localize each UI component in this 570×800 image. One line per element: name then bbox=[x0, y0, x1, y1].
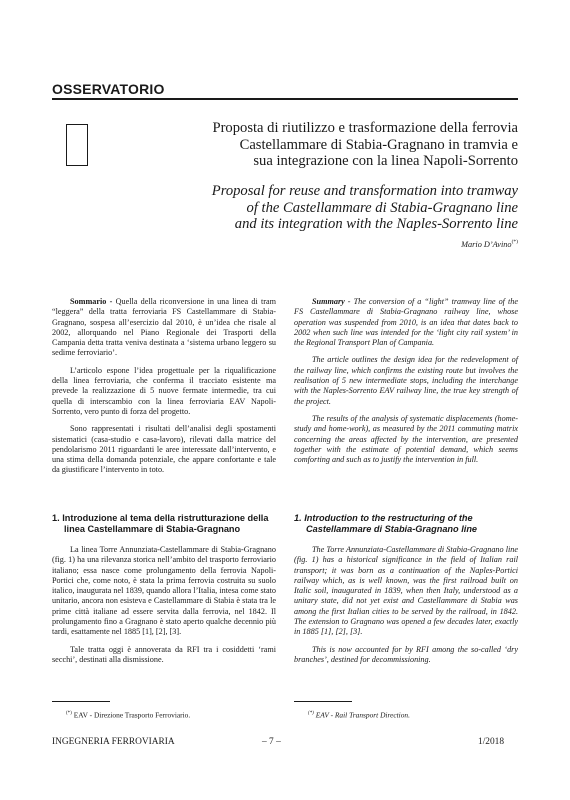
title-english-line: of the Castellammare di Stabia-Gragnano line bbox=[246, 199, 518, 216]
footnote-mark: (*) bbox=[66, 711, 72, 716]
footnote-rule bbox=[294, 701, 352, 702]
body-paragraph: Tale tratta oggi è annoverata da RFI tra i cosiddetti ‘rami secchi’, destinati alla dismissione. bbox=[52, 644, 276, 664]
abstract-paragraph bbox=[52, 297, 276, 359]
title-box-ornament bbox=[66, 124, 88, 166]
footer-page-number: – 7 – bbox=[262, 737, 281, 747]
abstract-lead: Sommario - bbox=[70, 297, 113, 306]
header-rule bbox=[52, 98, 518, 100]
abstract-paragraph bbox=[294, 297, 518, 348]
author-footnote-mark: (*) bbox=[511, 239, 518, 245]
body-paragraph: This is now accounted for by RFI among the so-called ‘dry branches’, destined for decommissioning. bbox=[294, 644, 518, 664]
abstract-text: Quella della riconversione in una linea di tram “leggera” della tratta ferroviaria FS Castellammare di Stabia-Gragnano, sospesa all’esercizio dal 2010, è un’idea che risale al 2002, allorquando nel Piano Regionale dei Trasporti della Campania detta tratta veniva destinata a ‘sistema urbano leggero su sedime ferroviario’. bbox=[52, 297, 276, 358]
footnote-text: EAV - Direzione Trasporto Ferroviario. bbox=[73, 710, 191, 720]
footnote-english bbox=[308, 709, 410, 719]
footer-journal: INGEGNERIA FERROVIARIA bbox=[52, 737, 175, 747]
abstract-english bbox=[294, 297, 518, 472]
author-name: Mario D’Avino bbox=[461, 239, 512, 249]
body-paragraph: The Torre Annunziata-Castellammare di Stabia-Gragnano line (fig. 1) has a historical significance in the field of Italian rail transport; it was born as a continuation of the Naples-Portici railway which, as is well known, was the first railroad built on Italic soil, inaugurated in 1839, when then Italy, understood as a unitary state, did not yet exist and Castellammare di Stabia was among the first Italian cities to be served by the railroad, in 1842. The extension to Gragnano was opened a few decades later, exactly in 1885 [1], [2], [3]. bbox=[294, 545, 518, 637]
author bbox=[300, 239, 518, 249]
footnote-mark: (*) bbox=[308, 711, 314, 716]
footnote-italian bbox=[66, 709, 190, 719]
title-italian-line: Castellammare di Stabia-Gragnano in tramvia e bbox=[239, 136, 518, 153]
footnote-text: EAV - Rail Transport Direction. bbox=[315, 710, 410, 720]
abstract-text: The conversion of a “light” tramway line of the FS Castellammare di Stabia-Gragnano railway line, whose operation was suspended from 2010, is an idea that dates back to 2002 when such line was intended for the ‘light city rail system’ in the Regional Transport Plan of Campania. bbox=[294, 297, 518, 348]
footnote-rule bbox=[52, 701, 110, 702]
abstract-paragraph: Sono rappresentati i risultati dell’analisi degli spostamenti sistematici (casa-studio e casa-lavoro), rilevati dalla matrice del pendolarismo 2011 riguardanti le aree interessate dall’intervento, e una stima della domanda potenziale, che appare confortante e tale da giustificare l’intervento in toto. bbox=[52, 424, 276, 475]
abstract-italian bbox=[52, 297, 276, 483]
title-english-line: and its integration with the Naples-Sorrento line bbox=[234, 216, 518, 232]
title-italian bbox=[110, 120, 518, 170]
body-paragraph: La linea Torre Annunziata-Castellammare di Stabia-Gragnano (fig. 1) ha una rilevanza storica nell’ambito del trasporto ferroviario italiano; essa nasce come prolungamento della ferrovia Napoli-Portici che, come noto, è stata la prima ferrovia costruita su suolo italico, inaugurata nel 1839, quando allora l’Italia, intesa come stato unitario, ancora non esisteva e Castellammare di Stabia è stata tra le prime città italiane ad essere servita dalla ferrovia, nel 1842. Il prolungamento fino a Gragnano è stato aperto qualche decennio più tardi, esattamente nel 1885 [1], [2], [3]. bbox=[52, 545, 276, 637]
abstract-lead: Summary - bbox=[312, 297, 351, 306]
section1-italian bbox=[52, 513, 276, 672]
title-english bbox=[110, 183, 518, 233]
section-heading: 1. Introduzione al tema della ristrutturazione della linea Castellammare di Stabia-Gragnano bbox=[52, 513, 269, 534]
section-heading: 1. Introduction to the restructuring of the Castellammare di Stabia-Gragnano line bbox=[294, 513, 478, 534]
title-italian-line: Proposta di riutilizzo e trasformazione della ferrovia bbox=[212, 120, 518, 136]
abstract-paragraph: The article outlines the design idea for the redevelopment of the railway line, which confirms the existing route but involves the realisation of 5 new intermediate stops, including the interchange with the Naples-Sorrento EAV railway line, the true key strength of the project. bbox=[294, 355, 518, 406]
abstract-paragraph: The results of the analysis of systematic displacements (home-study and home-work), as measured by the 2011 commuting matrix concerning the areas affected by the intervention, are presented together with the estimate of potential demand, which seems comforting and such as to justify the intervention in full. bbox=[294, 413, 518, 465]
section1-english bbox=[294, 513, 518, 672]
abstract-paragraph: L’articolo espone l’idea progettuale per la riqualificazione della linea ferroviaria, che conferma il tracciato esistente ma prevede la realizzazione di 5 nuove fermate intermedie, tra cui quella di interscambio con la linea ferroviaria EAV Napoli-Sorrento, vero punto di forza del progetto. bbox=[52, 365, 276, 416]
title-italian-line: sua integrazione con la linea Napoli-Sorrento bbox=[253, 153, 518, 169]
title-english-line: Proposal for reuse and transformation into tramway bbox=[211, 183, 518, 199]
section-label: OSSERVATORIO bbox=[52, 81, 165, 97]
footer-issue: 1/2018 bbox=[478, 737, 505, 747]
